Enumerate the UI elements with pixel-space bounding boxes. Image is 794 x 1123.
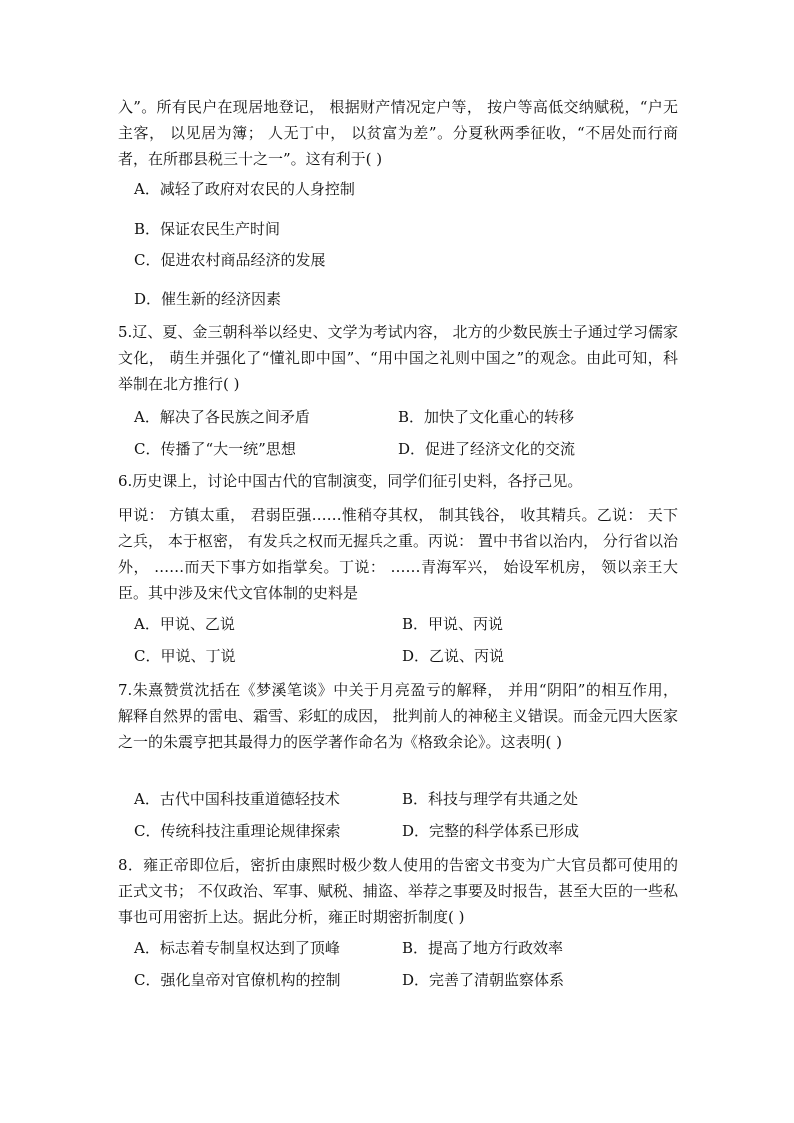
q4-stem-continued: 入”。所有民户在现居地登记， 根据财产情况定户等， 按户等高低交纳赋税，“户无主客， 以见居为簿； 人无丁中， 以贫富为差”。分夏秋两季征收，“不居处而行商者，在所郡县税三十之一”。这有利于( )	[118, 98, 678, 168]
q6-material: 甲说： 方镇太重， 君弱臣强……惟稍夺其权， 制其钱谷， 收其精兵。乙说： 天下之兵， 本于枢密， 有发兵之权而无握兵之重。丙说： 置中书省以治内， 分行省以治外， ……而天下事方如指掌矣。丁说： ……青海军兴， 始设军机房， 领以亲王大臣。其中涉及宋代文官体制的史料是	[118, 506, 678, 602]
q5-option-a: A．解决了各民族之间矛盾	[134, 408, 310, 426]
q6-option-d: D．乙说、丙说	[402, 647, 505, 665]
q7-option-c: C．传统科技注重理论规律探索	[134, 822, 341, 840]
q6-option-a: A．甲说、乙说	[134, 615, 235, 633]
q7-option-b: B．科技与理学有共通之处	[402, 790, 579, 808]
q6-option-c: C．甲说、丁说	[134, 647, 236, 665]
q8-option-b: B．提高了地方行政效率	[402, 939, 564, 957]
q5-option-d: D．促进了经济文化的交流	[398, 440, 576, 458]
q5-option-c: C．传播了“大一统”思想	[134, 440, 296, 458]
q8-option-c: C．强化皇帝对官僚机构的控制	[134, 971, 341, 989]
q8-option-a: A．标志着专制皇权达到了顶峰	[134, 939, 340, 957]
q6-option-b: B．甲说、丙说	[402, 615, 504, 633]
q4-option-d: D．催生新的经济因素	[134, 290, 282, 308]
q5-stem: 5.辽、夏、金三朝科举以经史、文学为考试内容， 北方的少数民族士子通过学习儒家文化， 萌生并强化了“懂礼即中国”、“用中国之礼则中国之”的观念。由此可知，科举制在北方推行( )	[118, 323, 678, 393]
q4-option-a: A．减轻了政府对农民的人身控制	[134, 180, 355, 198]
q8-option-d: D．完善了清朝监察体系	[402, 971, 565, 989]
q7-stem: 7.朱熹赞赏沈括在《梦溪笔谈》中关于月亮盈亏的解释， 并用“阴阳”的相互作用， 解释自然界的雷电、霜雪、彩虹的成因， 批判前人的神秘主义错误。而金元四大医家之一的朱震亨把其最得力的医学著作命名为《格致余论》。这表明( )	[118, 681, 678, 751]
q4-option-b: B．保证农民生产时间	[134, 220, 281, 238]
q6-stem: 6.历史课上，讨论中国古代的官制演变，同学们征引史料，各抒己见。	[118, 472, 583, 490]
q5-option-b: B．加快了文化重心的转移	[398, 408, 575, 426]
q7-option-d: D．完整的科学体系已形成	[402, 822, 580, 840]
q7-option-a: A．古代中国科技重道德轻技术	[134, 790, 340, 808]
q8-stem: 8．雍正帝即位后，密折由康熙时极少数人使用的告密文书变为广大官员都可使用的正式文书； 不仅政治、军事、赋税、捕盗、举荐之事要及时报告，甚至大臣的一些私事也可用密折上达。据此分析，雍正时期密折制度( )	[118, 856, 678, 926]
q4-option-c: C．促进农村商品经济的发展	[134, 251, 326, 269]
